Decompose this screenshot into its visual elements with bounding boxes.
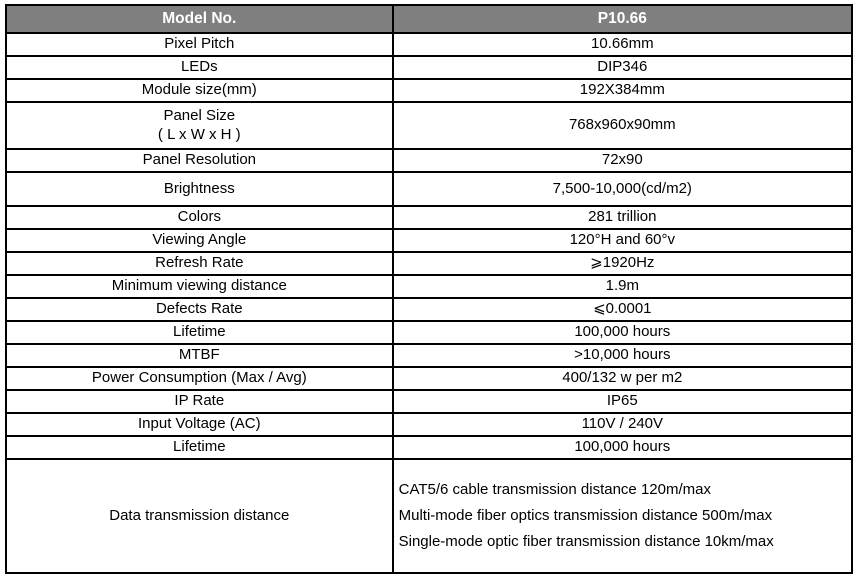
spec-value: 281 trillion bbox=[393, 206, 852, 229]
spec-label: Minimum viewing distance bbox=[6, 275, 393, 298]
spec-value: 120°H and 60°v bbox=[393, 229, 852, 252]
row-data-transmission bbox=[6, 459, 852, 573]
spec-value: 10.66mm bbox=[393, 33, 852, 56]
spec-label: Brightness bbox=[6, 172, 393, 206]
spec-label: Lifetime bbox=[6, 436, 393, 459]
spec-value-line: CAT5/6 cable transmission distance 120m/max bbox=[398, 481, 711, 498]
spec-value-line: Single-mode optic fiber transmission distance 10km/max bbox=[398, 533, 774, 550]
spec-value: >10,000 hours bbox=[393, 344, 852, 367]
spec-label: Refresh Rate bbox=[6, 252, 393, 275]
spec-value: ⩽0.0001 bbox=[393, 298, 852, 321]
row-refresh-rate bbox=[6, 252, 852, 275]
row-leds bbox=[6, 56, 852, 79]
spec-label: Colors bbox=[6, 206, 393, 229]
row-min-viewing-distance bbox=[6, 275, 852, 298]
spec-value: IP65 bbox=[393, 390, 852, 413]
spec-value: DIP346 bbox=[393, 56, 852, 79]
spec-value: 1.9m bbox=[393, 275, 852, 298]
spec-value: ⩾1920Hz bbox=[393, 252, 852, 275]
spec-label: Data transmission distance bbox=[6, 459, 393, 573]
spec-value: 110V / 240V bbox=[393, 413, 852, 436]
spec-label: Pixel Pitch bbox=[6, 33, 393, 56]
row-colors bbox=[6, 206, 852, 229]
spec-value-line: Multi-mode fiber optics transmission distance 500m/max bbox=[398, 507, 773, 524]
row-pixel-pitch bbox=[6, 33, 852, 56]
spec-label: IP Rate bbox=[6, 390, 393, 413]
row-panel-resolution bbox=[6, 149, 852, 172]
spec-label: Input Voltage (AC) bbox=[6, 413, 393, 436]
spec-label: MTBF bbox=[6, 344, 393, 367]
row-panel-size bbox=[6, 102, 852, 149]
row-ip-rate bbox=[6, 390, 852, 413]
header-model-value: P10.66 bbox=[393, 5, 852, 33]
row-power-consumption bbox=[6, 367, 852, 390]
spec-value bbox=[393, 459, 852, 573]
row-input-voltage bbox=[6, 413, 852, 436]
spec-value: 400/132 w per m2 bbox=[393, 367, 852, 390]
spec-value: 72x90 bbox=[393, 149, 852, 172]
spec-value: 100,000 hours bbox=[393, 321, 852, 344]
row-module-size bbox=[6, 79, 852, 102]
spec-label: Panel Resolution bbox=[6, 149, 393, 172]
spec-label bbox=[6, 102, 393, 149]
row-mtbf bbox=[6, 344, 852, 367]
header-model-label: Model No. bbox=[6, 5, 393, 33]
row-lifetime-1 bbox=[6, 321, 852, 344]
spec-label: Viewing Angle bbox=[6, 229, 393, 252]
spec-value: 768x960x90mm bbox=[393, 102, 852, 149]
row-defects-rate bbox=[6, 298, 852, 321]
row-lifetime-2 bbox=[6, 436, 852, 459]
spec-label: LEDs bbox=[6, 56, 393, 79]
spec-label: Lifetime bbox=[6, 321, 393, 344]
spec-label-line: ( L x W x H ) bbox=[157, 125, 241, 143]
spec-table bbox=[5, 4, 853, 574]
header-row bbox=[6, 5, 852, 33]
row-viewing-angle bbox=[6, 229, 852, 252]
spec-value: 7,500-10,000(cd/m2) bbox=[393, 172, 852, 206]
spec-label: Module size(mm) bbox=[6, 79, 393, 102]
spec-value: 100,000 hours bbox=[393, 436, 852, 459]
spec-label: Power Consumption (Max / Avg) bbox=[6, 367, 393, 390]
spec-value: 192X384mm bbox=[393, 79, 852, 102]
spec-label-line: Panel Size bbox=[163, 106, 236, 124]
spec-label: Defects Rate bbox=[6, 298, 393, 321]
row-brightness bbox=[6, 172, 852, 206]
